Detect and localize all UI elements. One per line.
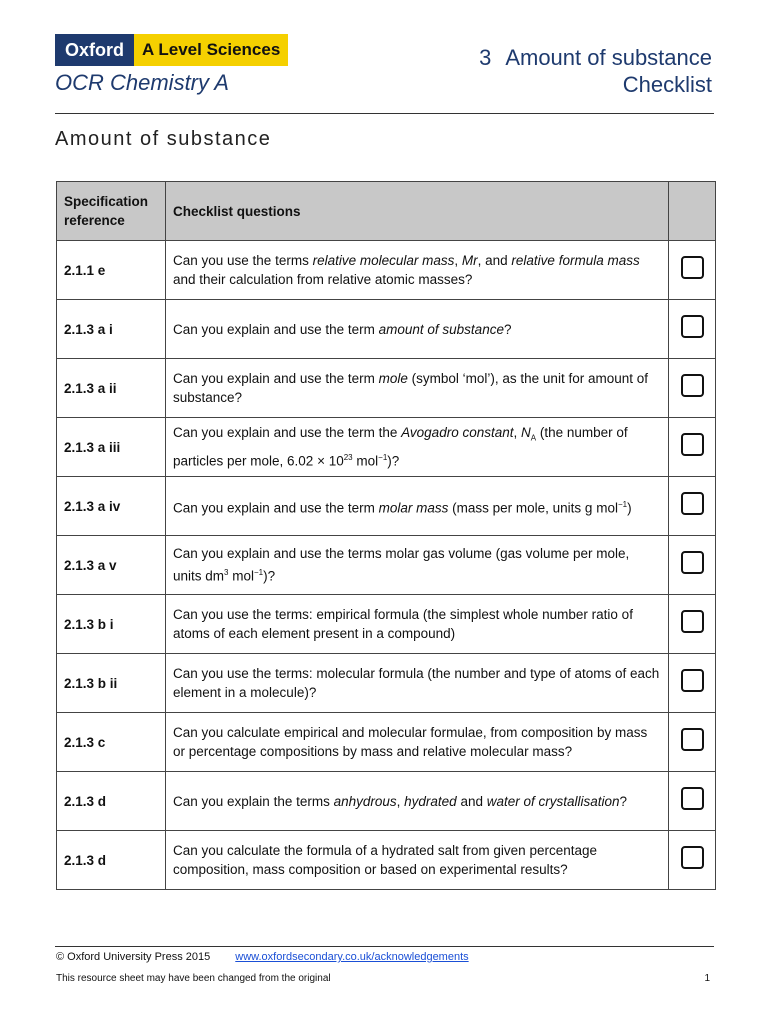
chapter-heading [479,44,712,98]
logo-subject-text: A Level Sciences [134,34,288,66]
checkbox-cell [669,418,716,477]
spec-reference: 2.1.3 a iii [57,418,166,477]
checkbox-cell [669,595,716,654]
checkbox[interactable] [681,669,704,692]
checkbox[interactable] [681,846,704,869]
table-row [57,536,716,595]
doc-type: Checklist [622,72,712,97]
table-row [57,418,716,477]
spec-reference: 2.1.3 d [57,772,166,831]
checklist-question: Can you use the terms: empirical formula (the simplest whole number ratio of atoms of each element present in a compound) [166,595,669,654]
table-row [57,772,716,831]
checkbox-cell [669,477,716,536]
checklist-question: Can you explain and use the term mole (symbol ‘mol’), as the unit for amount of substance? [166,359,669,418]
checklist-question: Can you use the terms relative molecular mass, Mr, and relative formula mass and their calculation from relative atomic masses? [166,241,669,300]
spec-reference: 2.1.3 d [57,831,166,890]
footer-copyright-line [56,951,469,963]
table-row [57,831,716,890]
checklist-question: Can you calculate empirical and molecular formulae, from composition by mass or percentage compositions by mass and relative molecular mass? [166,713,669,772]
checkbox[interactable] [681,551,704,574]
table-row [57,713,716,772]
checkbox-cell [669,359,716,418]
spec-reference: 2.1.3 b ii [57,654,166,713]
checkbox[interactable] [681,787,704,810]
checkbox-cell [669,536,716,595]
section-title: Amount of substance [55,128,272,150]
checkbox-cell [669,713,716,772]
logo-oxford-text: Oxford [55,34,134,66]
checklist-table [56,181,716,890]
checkbox-cell [669,831,716,890]
footer-divider [55,946,714,947]
checklist-question: Can you explain the terms anhydrous, hydrated and water of crystallisation? [166,772,669,831]
table-row [57,477,716,536]
spec-reference: 2.1.3 a v [57,536,166,595]
spec-reference: 2.1.3 c [57,713,166,772]
col-header-ref: Specification reference [57,182,166,241]
checkbox-cell [669,300,716,359]
table-row [57,595,716,654]
checklist-question: Can you calculate the formula of a hydrated salt from given percentage composition, mass composition or based on experimental results? [166,831,669,890]
course-title: OCR Chemistry A [55,70,229,95]
col-header-question: Checklist questions [166,182,669,241]
checkbox[interactable] [681,492,704,515]
table-header-row [57,182,716,241]
checkbox[interactable] [681,315,704,338]
spec-reference: 2.1.3 a iv [57,477,166,536]
footer-note: This resource sheet may have been changed from the original [56,973,331,984]
spec-reference: 2.1.3 b i [57,595,166,654]
chapter-number: 3 [479,45,492,70]
checkbox[interactable] [681,374,704,397]
checkbox[interactable] [681,728,704,751]
checklist-question: Can you explain and use the term molar mass (mass per mole, units g mol$^{-1}$) [166,477,669,536]
checklist-question: Can you explain and use the terms molar gas volume (gas volume per mole, units $dm^3$ mol$^{-1}$)? [166,536,669,595]
table-row [57,654,716,713]
oxford-logo [55,34,288,66]
chapter-title: Amount of substance [505,45,712,70]
spec-reference: 2.1.3 a i [57,300,166,359]
col-header-check [669,182,716,241]
checkbox[interactable] [681,256,704,279]
table-row [57,241,716,300]
checkbox-cell [669,772,716,831]
checkbox-cell [669,654,716,713]
acknowledgements-link[interactable]: www.oxfordsecondary.co.uk/acknowledgements [235,951,469,963]
checkbox[interactable] [681,610,704,633]
page-number: 1 [704,973,710,984]
spec-reference: 2.1.1 e [57,241,166,300]
checklist-question: Can you explain and use the term amount of substance? [166,300,669,359]
checkbox[interactable] [681,433,704,456]
spec-reference: 2.1.3 a ii [57,359,166,418]
checklist-question: Can you explain and use the term the Avogadro constant, $N_A$ (the number of particles per mole, $6.02 \times 10^{23}$ mol$^{-1}$)? [166,418,669,477]
copyright-text: © Oxford University Press 2015 [56,951,211,963]
table-row [57,300,716,359]
header-divider [55,113,714,114]
checklist-question: Can you use the terms: molecular formula (the number and type of atoms of each element in a molecule)? [166,654,669,713]
table-row [57,359,716,418]
checkbox-cell [669,241,716,300]
